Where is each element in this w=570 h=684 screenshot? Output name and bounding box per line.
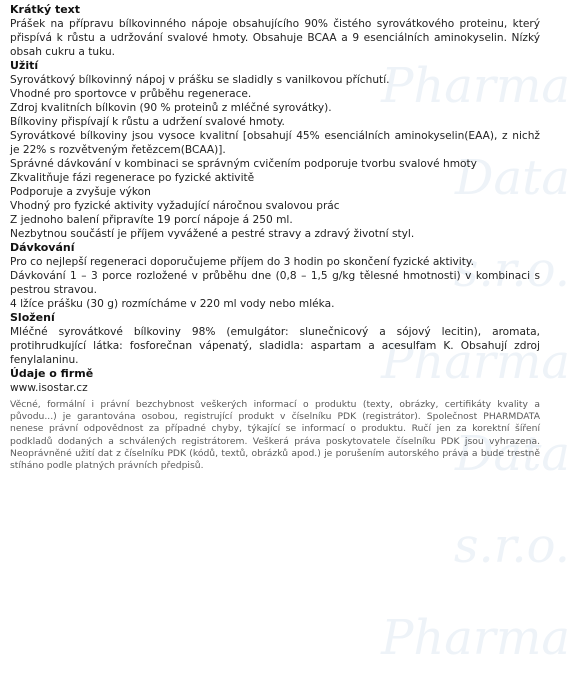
watermark-line: Pharma [381,610,570,666]
section-line: Mléčné syrovátkové bílkoviny 98% (emulgátor: slunečnicový a sójový lecitin), aromata, protihrudkující látka: fosforečnan vápenatý, sladidla: aspartam a acesulfam K. Obsahují zdroj fenylalaninu. [10,326,540,366]
watermark-line: Pharma [381,334,570,390]
watermark-line: Data s.r.o. [453,426,570,574]
section-heading: Údaje o firmě [10,367,94,380]
section-uziti [10,59,540,241]
section-kratky-text [10,3,540,59]
company-website: www.isostar.cz [10,382,88,394]
watermark-line: Pharma [381,58,570,114]
section-heading: Složení [10,311,55,324]
section-line: Vhodný pro fyzické aktivity vyžadující náročnou svalovou prác [10,200,340,212]
section-line: Zdroj kvalitních bílkovin (90 % proteinů z mléčné syrovátky). [10,102,332,114]
section-udaje-o-firme [10,367,540,395]
watermark-line: Data s.r.o. [453,150,570,298]
section-line: Nezbytnou součástí je příjem vyvážené a pestré stravy a zdravý životní styl. [10,228,415,240]
section-davkovani [10,241,540,311]
section-line: Z jednoho balení připravíte 19 porcí nápoje á 250 ml. [10,214,293,226]
disclaimer-text: Věcné, formální i právní bezchybnost veškerých informací o produktu (texty, obrázky, certifikáty kvality a původu...) je garantována osobou, registrující produkt v číselníku PDK (registrátor). Společnost PHARMDATA nenese právní odpovědnost za případné chyby, týkající se informací o produktu. Ručí jen za korektní šíření podkladů dodaných a schválených registrátorem. Veškerá práva poskytovatele číselníku PDK jsou vyhrazena. Neoprávněné užití dat z číselníku PDK (kódů, textů, obrázků apod.) je porušením autorského práva a bude trestně stíháno podle platných právních předpisů. [10,399,540,472]
section-line: Syrovátkové bílkoviny jsou vysoce kvalitní [obsahují 45% esenciálních aminokyselin(EAA), z nichž je 22% s rozvětveným řetězcem(BCAA)]. [10,130,540,156]
section-line: Správné dávkování v kombinaci se správným cvičením podporuje tvorbu svalové hmoty [10,158,477,170]
section-line: Podporuje a zvyšuje výkon [10,186,151,198]
section-heading: Krátký text [10,3,81,16]
section-line: Zkvalitňuje fázi regenerace po fyzické aktivitě [10,172,255,184]
section-line: Bílkoviny přispívají k růstu a udržení svalové hmoty. [10,116,285,128]
section-heading: Dávkování [10,241,75,254]
section-line: Syrovátkový bílkovinný nápoj v prášku se sladidly s vanilkovou příchutí. [10,74,390,86]
section-line: Vhodné pro sportovce v průběhu regenerace. [10,88,252,100]
section-line: Pro co nejlepší regeneraci doporučujeme příjem do 3 hodin po skončení fyzické aktivity. [10,256,475,268]
section-line: Prášek na přípravu bílkovinného nápoje obsahujícího 90% čistého syrovátkového proteinu, který přispívá k růstu a udržování svalové hmoty. Obsahuje BCAA a 9 esenciálních aminokyselin. Nízký obsah cukru a tuku. [10,18,540,58]
section-heading: Užití [10,59,39,72]
section-slozeni [10,311,540,367]
section-line: 4 lžíce prášku (30 g) rozmícháme v 220 ml vody nebo mléka. [10,298,335,310]
section-line: Dávkování 1 – 3 porce rozložené v průběhu dne (0,8 – 1,5 g/kg tělesné hmotnosti) v kombinaci s pestrou stravou. [10,270,540,296]
